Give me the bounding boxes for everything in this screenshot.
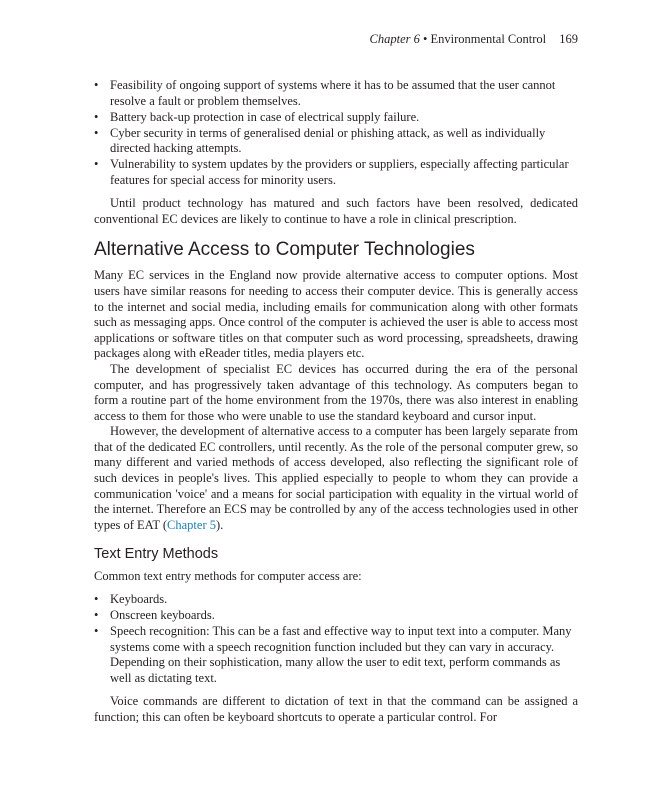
- item-lead: Onscreen keyboards.: [110, 608, 215, 623]
- list-item: • Vulnerability to system updates by the providers or suppliers, especially affecting particular features for special access for minority users.: [94, 157, 578, 188]
- body-paragraph: [94, 424, 578, 533]
- chapter-5-link[interactable]: Chapter 5: [167, 517, 216, 532]
- list-item: [94, 592, 578, 608]
- list-item: [94, 624, 578, 686]
- intro-paragraph: Until product technology has matured and such factors have been resolved, dedicated conventional EC devices are likely to continue to have a role in clinical prescription.: [94, 196, 578, 226]
- intro-bullet-list: [94, 78, 578, 189]
- subsection-lead: Common text entry methods for computer access are:: [94, 569, 362, 584]
- list-item: • Feasibility of ongoing support of systems where it has to be assumed that the user cannot resolve a fault or problem themselves.: [94, 78, 578, 109]
- chapter-label: Chapter 6: [369, 32, 420, 46]
- closing-paragraph: Voice commands are different to dictation of text in that the command can be assigned a function; this can often be keyboard shortcuts to operate a particular control. For: [94, 694, 578, 724]
- page-body: [94, 78, 578, 725]
- page-number: 169: [559, 32, 578, 46]
- list-item: [94, 608, 578, 624]
- text-entry-bullet-list: [94, 592, 578, 687]
- subsection-heading: Text Entry Methods: [94, 546, 219, 563]
- item-rest: This can be a fast and effective way to input text into a computer. Many systems come with a speech recognition function included but they can vary in accuracy. Depending on their sophistication, many allow the user to edit text, perform commands as well as dictating text.: [110, 624, 572, 685]
- item-lead: Speech recognition:: [110, 624, 210, 639]
- item-lead: Keyboards.: [110, 592, 168, 607]
- chapter-title: Environmental Control: [430, 32, 547, 46]
- list-item: • Battery back-up protection in case of electrical supply failure.: [94, 110, 578, 126]
- list-item: • Cyber security in terms of generalised denial or phishing attack, as well as individually directed hacking attempts.: [94, 126, 578, 157]
- body-paragraph: The development of specialist EC devices has occurred during the era of the personal computer, and has progressively taken advantage of this technology. As computers began to form a routine part of the home environment from the 1970s, there was also interest in enabling access to them for those who were unable to use the standard keyboard and cursor input.: [94, 361, 578, 423]
- header-separator: •: [423, 32, 428, 46]
- body-paragraph: Many EC services in the England now provide alternative access to computer options. Most users have similar reasons for needing to access their computer device. This is generally access to the internet and social media, including emails for communication along with other formats such as messaging apps. Once control of the computer is achieved the user is able to access most applications or software titles on that computer such as word processing, spreadsheets, drawing packages along with eReader titles, media players etc.: [94, 268, 578, 361]
- section-heading: Alternative Access to Computer Technologies: [94, 239, 475, 261]
- running-head: [370, 31, 578, 47]
- paragraph-end: ).: [215, 517, 224, 532]
- paragraph-text: However, the development of alternative access to a computer has been largely separate from that of the dedicated EC controllers, until recently. As the role of the personal computer grew, so many different and varied methods of access developed, also reflecting the significant role of such devices in people's lives. This applied especially to people to whom they can provide a communication 'voice' and a means for social participation with equality in the virtual world of the internet. Therefore an ECS may be controlled by any of the access technologies used in other types of EAT (: [94, 424, 578, 532]
